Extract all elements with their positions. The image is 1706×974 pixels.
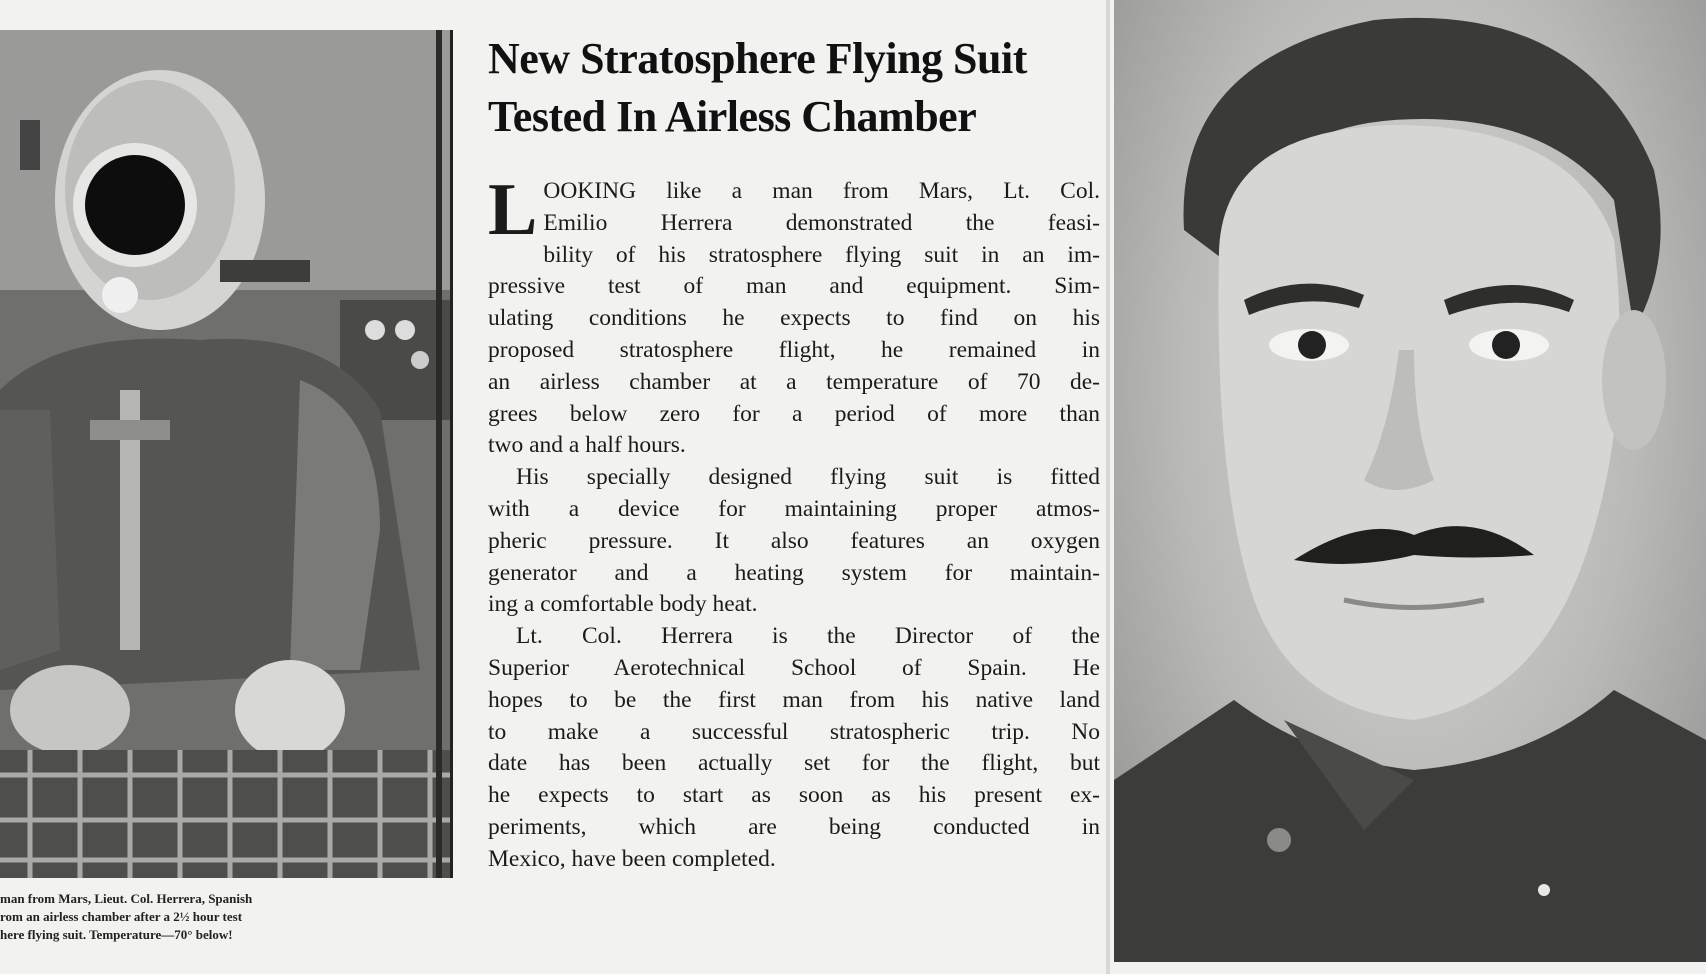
- paragraph-3: [488, 621, 1100, 875]
- body-line: periments, which are being conducted in: [488, 813, 1100, 840]
- portrait-photo: [1114, 0, 1706, 962]
- article: [488, 30, 1100, 876]
- body-line: he expects to start as soon as his present ex-: [488, 782, 1100, 809]
- caption-line: man from Mars, Lieut. Col. Herrera, Spanish: [0, 891, 253, 906]
- headline-line: Tested In Airless Chamber: [488, 92, 977, 141]
- body-line: generator and a heating system for maintain-: [488, 559, 1100, 586]
- paragraph-2: [488, 462, 1100, 621]
- article-headline: [488, 30, 1100, 146]
- body-line: date has been actually set for the flight, but: [488, 750, 1100, 777]
- body-line: grees below zero for a period of more than: [488, 400, 1100, 427]
- body-line: two and a half hours.: [488, 432, 686, 459]
- body-line: OOKING like a man from Mars, Lt. Col.: [543, 178, 1100, 204]
- body-line: Emilio Herrera demonstrated the feasi-: [543, 209, 1100, 236]
- body-line: ing a comfortable body heat.: [488, 591, 758, 618]
- body-line: pressive test of man and equipment. Sim-: [488, 273, 1100, 300]
- caption-line: rom an airless chamber after a 2½ hour test: [0, 909, 243, 924]
- body-line: Mexico, have been completed.: [488, 845, 776, 872]
- body-line: Lt. Col. Herrera is the Director of the: [516, 623, 1100, 650]
- photo-caption: [0, 890, 452, 944]
- body-line: bility of his stratosphere flying suit in an im-: [543, 241, 1100, 268]
- suit-illustration: [0, 30, 450, 878]
- body-line: proposed stratosphere flight, he remained in: [488, 336, 1100, 363]
- body-line: hopes to be the first man from his native land: [488, 686, 1100, 713]
- portrait-illustration: [1114, 0, 1706, 962]
- drop-cap: L: [488, 169, 538, 251]
- body-line: His specially designed flying suit is fitted: [516, 464, 1100, 491]
- stratosphere-suit-photo: [0, 30, 453, 878]
- body-line: an airless chamber at a temperature of 70 de-: [488, 368, 1100, 395]
- article-body: [488, 169, 1100, 876]
- caption-line: here flying suit. Temperature—70° below!: [0, 927, 233, 942]
- paragraph-1: [488, 169, 1100, 462]
- body-line: to make a successful stratospheric trip. No: [488, 718, 1100, 745]
- body-line: pheric pressure. It also features an oxygen: [488, 527, 1100, 554]
- body-line: Superior Aerotechnical School of Spain. He: [488, 654, 1100, 681]
- body-line: with a device for maintaining proper atmos-: [488, 495, 1100, 522]
- column-divider: [1106, 0, 1110, 974]
- headline-line: New Stratosphere Flying Suit: [488, 34, 1027, 83]
- body-line: ulating conditions he expects to find on his: [488, 305, 1100, 332]
